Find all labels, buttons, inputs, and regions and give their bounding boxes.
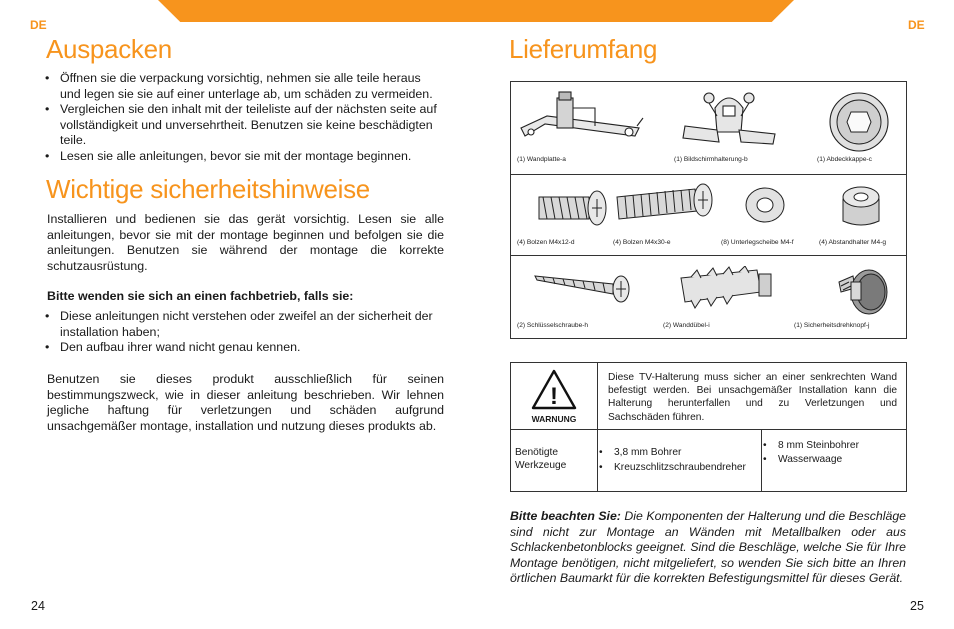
tools-label: Benötigte Werkzeuge [515, 447, 567, 472]
parts-row [511, 82, 906, 175]
contents-title: Lieferumfang [509, 34, 658, 64]
short-bolt-icon [537, 185, 609, 231]
unpack-list [47, 71, 444, 165]
lag-screw-icon [533, 266, 631, 306]
warning-symbol-cell [511, 363, 597, 429]
part-caption: (4) Abstandhalter M4-g [819, 239, 887, 246]
table-divider [761, 429, 762, 491]
list-item: • Wasserwaage [765, 453, 903, 467]
cover-cap-icon [827, 90, 891, 154]
screen-bracket-icon [679, 86, 779, 154]
long-bolt-icon [615, 181, 715, 231]
list-item: • Diese anleitungen nicht verstehen oder zweifel an der sicherheit der installation haben; [47, 309, 444, 340]
list-item: • Kreuzschlitzschraubendreher [601, 460, 759, 475]
safety-knob-icon [833, 262, 891, 318]
part-caption: (1) Wandplatte-a [517, 156, 566, 163]
part-caption: (2) Wanddübel-i [663, 322, 710, 329]
part-caption: (1) Sicherheitsdrehknopf-j [794, 322, 870, 329]
warning-table [510, 362, 907, 492]
list-item: • Öffnen sie die verpackung vorsichtig, nehmen sie alle teile heraus und legen sie sie auf einer unterlage ab, um schäden zu vermeiden. [47, 71, 444, 102]
warning-triangle-icon [531, 368, 577, 410]
wall-plate-icon [517, 88, 647, 152]
top-orange-band [158, 0, 794, 22]
list-item: • Lesen sie alle anleitungen, bevor sie mit der montage beginnen. [47, 149, 444, 165]
part-caption: (4) Bolzen M4x12-d [517, 239, 575, 246]
table-divider [511, 429, 906, 430]
tools-list-2 [765, 439, 903, 467]
language-tag-left: DE [30, 18, 47, 32]
unpack-title: Auspacken [46, 34, 172, 64]
professional-heading: Bitte wenden sie sich an einen fachbetrieb, falls sie: [47, 289, 354, 303]
note-lead: Bitte beachten Sie: [510, 509, 621, 523]
part-caption: (1) Abdeckkappe-c [817, 156, 872, 163]
part-caption: (2) Schlüsselschraube-h [517, 322, 589, 329]
list-item: • Den aufbau ihrer wand nicht genau kennen. [47, 340, 444, 356]
part-caption: (1) Bildschirmhalterung-b [674, 156, 748, 163]
list-item: • 8 mm Steinbohrer [765, 439, 903, 453]
page-number-right: 25 [910, 599, 924, 613]
tools-list-1 [601, 445, 759, 475]
parts-grid [510, 81, 907, 339]
parts-row [511, 175, 906, 256]
table-divider [597, 363, 598, 491]
part-caption: (8) Unterlegscheibe M4-f [721, 239, 794, 246]
warning-text: Diese TV-Halterung muss sicher an einer senkrechten Wand befestigt werden. Bei unsachgemäßer Installation kann die Halterung herunterfallen und zu Verletzungen und Sachschäden führen. [608, 372, 897, 423]
washer-icon [743, 185, 787, 225]
note-text: Die Komponenten der Halterung und die Beschläge sind nicht zur Montage an Wänden mit Metallbalken oder aus Schlackenbetonblocks geeignet. Sind die Beschläge, welche Sie für Ihre Montage benötigen, nicht mitgeliefert, so wenden Sie sich bitte an Ihren örtlichen Baumarkt für die korrekten Befestigungsmittel für dieses Gerät. [510, 509, 906, 586]
list-item: • 3,8 mm Bohrer [601, 445, 759, 460]
part-caption: (4) Bolzen M4x30-e [613, 239, 671, 246]
page-number-left: 24 [31, 599, 45, 613]
professional-list [47, 309, 444, 356]
warning-symbol: ! [550, 383, 558, 410]
safety-paragraph: Installieren und bedienen sie das gerät vorsichtig. Lesen sie alle anleitungen, bevor sie mit der montage beginnen und befolgen sie die anleitungen. Benutzen sie während der montage die korrekte schutzausrüstung. [47, 212, 444, 273]
mounting-note [510, 509, 906, 587]
parts-row [511, 256, 906, 338]
warning-label: WARNUNG [531, 414, 577, 424]
liability-paragraph: Benutzen sie dieses produkt ausschließlich für seinen bestimmungszweck, wie in dieser anleitung beschrieben. Wir lehnen jegliche haftung für verletzungen und schäden aufgrund unsachgemäßer montage, installation und nutzung dieses produkts ab. [47, 372, 444, 433]
spacer-icon [837, 181, 887, 231]
safety-title: Wichtige sicherheitshinweise [46, 174, 370, 204]
language-tag-right: DE [908, 18, 925, 32]
wall-anchor-icon [677, 266, 777, 310]
list-item: • Vergleichen sie den inhalt mit der teileliste auf der nächsten seite auf vollständigkeit und unversehrtheit. Benutzen sie keine beschädigten teile. [47, 102, 444, 149]
